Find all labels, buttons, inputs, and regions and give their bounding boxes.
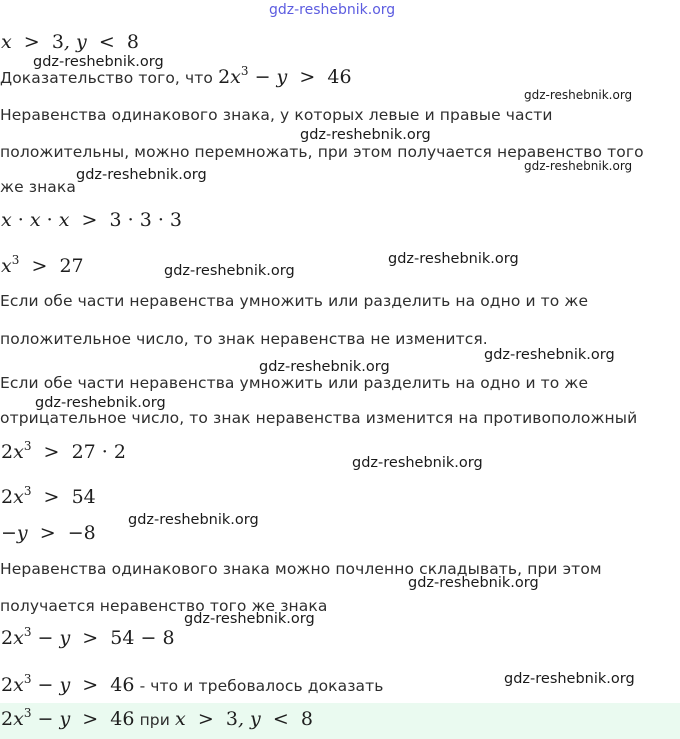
- watermark: gdz-reshebnik.org: [184, 611, 315, 627]
- paragraph-line: положительное число, то знак неравенства не изменится.: [0, 330, 488, 348]
- watermark: gdz-reshebnik.org: [128, 512, 259, 528]
- given-conditions: x > 3, y < 8: [1, 31, 139, 53]
- watermark: gdz-reshebnik.org: [484, 347, 615, 363]
- watermark: gdz-reshebnik.org: [35, 395, 166, 411]
- formula-product: x · x · x > 3 · 3 · 3: [1, 209, 183, 231]
- paragraph-line: отрицательное число, то знак неравенства изменится на противоположный: [0, 409, 638, 427]
- paragraph-line: Если обе части неравенства умножить или разделить на одно и то же: [0, 292, 589, 310]
- proof-statement-text: Доказательство того, что: [0, 69, 213, 87]
- watermark: gdz-reshebnik.org: [524, 159, 633, 173]
- watermark-top: gdz-reshebnik.org: [269, 2, 396, 18]
- formula-cube: $x^3 > 27$: [1, 253, 84, 277]
- formula-54: $2x^3 > 54$: [1, 484, 96, 508]
- formula-neg-y: −y > −8: [1, 522, 96, 544]
- watermark: gdz-reshebnik.org: [352, 455, 483, 471]
- conclusion: [1, 674, 384, 696]
- answer-line: [1, 708, 313, 730]
- formula-double: $2x^3 > 27 \cdot 2$: [1, 439, 126, 463]
- watermark: gdz-reshebnik.org: [300, 127, 431, 143]
- conclusion-text: - что и требовалось доказать: [139, 677, 384, 695]
- answer-connector: при: [139, 711, 170, 729]
- paragraph-line: получается неравенство того же знака: [0, 597, 328, 615]
- watermark: gdz-reshebnik.org: [76, 167, 207, 183]
- watermark: gdz-reshebnik.org: [33, 54, 164, 70]
- formula-sum: $2x^3 - y > 54 - 8$: [1, 625, 175, 649]
- watermark: gdz-reshebnik.org: [259, 359, 390, 375]
- conclusion-formula: $2x^3 - y > 46$: [1, 672, 135, 696]
- watermark: gdz-reshebnik.org: [408, 575, 539, 591]
- paragraph-line: Неравенства одинакового знака можно почленно складывать, при этом: [0, 560, 602, 578]
- watermark: gdz-reshebnik.org: [504, 671, 635, 687]
- paragraph-line: Если обе части неравенства умножить или разделить на одно и то же: [0, 374, 589, 392]
- answer-conditions: x > 3, y < 8: [175, 708, 313, 730]
- proof-statement-formula: $2x^3 - y > 46$: [218, 64, 352, 88]
- watermark: gdz-reshebnik.org: [164, 263, 295, 279]
- paragraph-line: Неравенства одинакового знака, у которых левые и правые части: [0, 106, 553, 124]
- watermark: gdz-reshebnik.org: [388, 251, 519, 267]
- watermark: gdz-reshebnik.org: [524, 88, 633, 102]
- paragraph-line: положительны, можно перемножать, при этом получается неравенство того: [0, 143, 644, 161]
- proof-statement: [0, 66, 352, 88]
- answer-formula: $2x^3 - y > 46$: [1, 706, 135, 730]
- paragraph-line: же знака: [0, 178, 76, 196]
